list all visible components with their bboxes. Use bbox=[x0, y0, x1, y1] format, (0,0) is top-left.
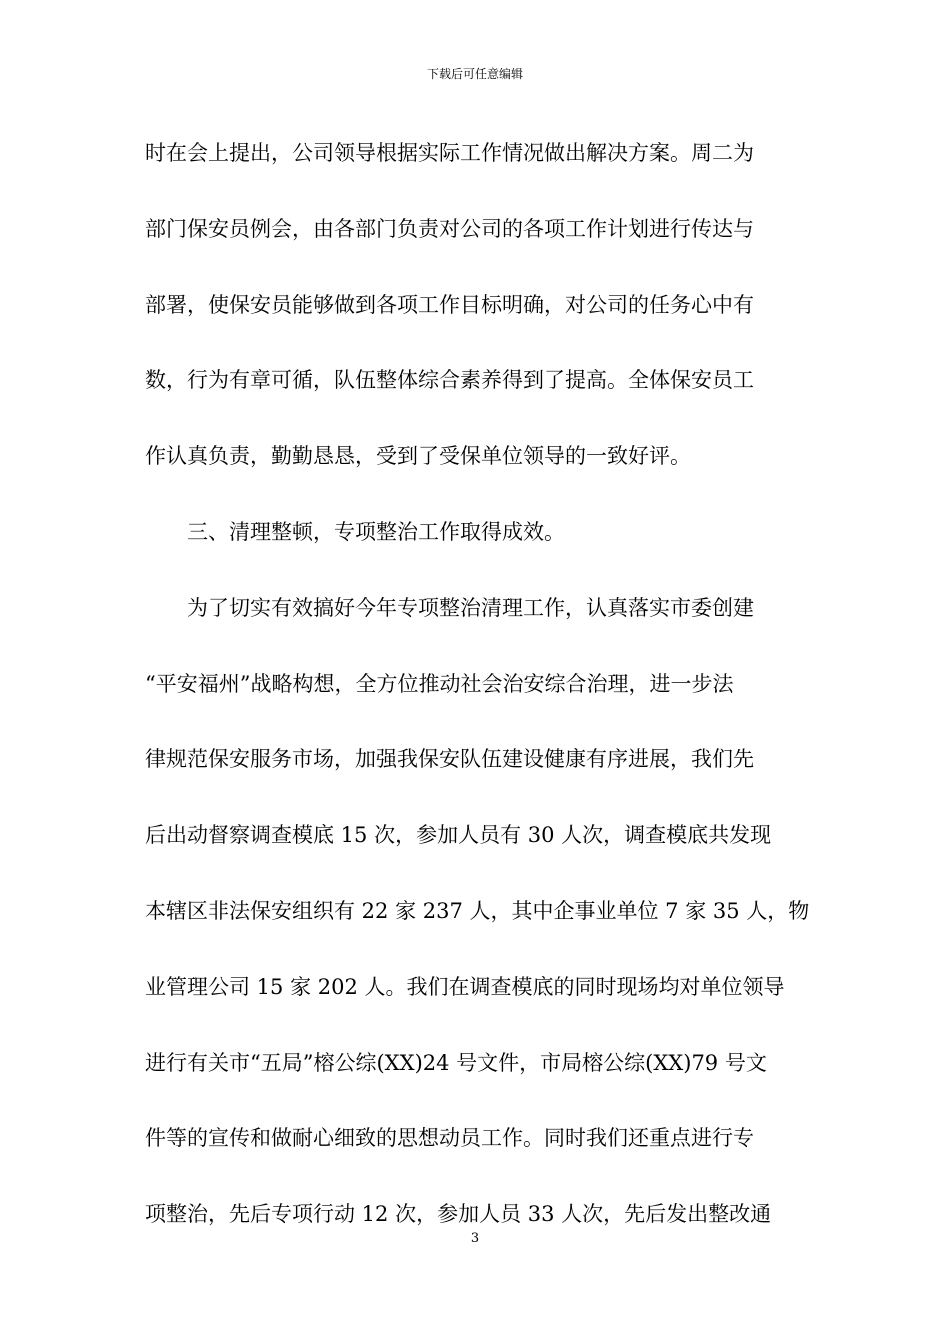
text-line: 本辖区非法保安组织有 22 家 237 人，其中企事业单位 7 家 35 人，物 bbox=[145, 898, 810, 923]
document-body bbox=[145, 128, 813, 1265]
page-header: 下载后可任意编辑 bbox=[426, 67, 523, 81]
text-line: 时在会上提出，公司领导根据实际工作情况做出解决方案。周二为 bbox=[145, 141, 754, 165]
text-line: 为了切实有效搞好今年专项整治清理工作，认真落实市委创建 bbox=[187, 595, 754, 620]
text-line: 业管理公司 15 家 202 人。我们在调查模底的同时现场均对单位领导 bbox=[145, 974, 785, 999]
text-line: 项整治，先后专项行动 12 次，参加人员 33 人次，先后发出整改通 bbox=[145, 1202, 772, 1227]
text-line: 件等的宣传和做耐心细致的思想动员工作。同时我们还重点进行专 bbox=[145, 1126, 754, 1151]
section-heading: 三、清理整顿，专项整治工作取得成效。 bbox=[187, 519, 565, 544]
text-line: 部署，使保安员能够做到各项工作目标明确，对公司的任务心中有 bbox=[145, 292, 754, 317]
text-line: 部门保安员例会，由各部门负责对公司的各项工作计划进行传达与 bbox=[145, 216, 754, 241]
text-line: 数，行为有章可循，队伍整体综合素养得到了提高。全体保安员工 bbox=[145, 368, 754, 393]
text-line: 律规范保安服务市场，加强我保安队伍建设健康有序进展，我们先 bbox=[145, 747, 754, 772]
text-line: 作认真负责，勤勤恳恳，受到了受保单位领导的一致好评。 bbox=[145, 444, 691, 469]
text-line: 后出动督察调查模底 15 次，参加人员有 30 人次，调查模底共发现 bbox=[145, 823, 772, 848]
page-number: 3 bbox=[470, 1231, 480, 1246]
text-line: 进行有关市“五局”榕公综(XX)24 号文件，市局榕公综(XX)79 号文 bbox=[145, 1050, 767, 1075]
text-line: “平安福州”战略构想，全方位推动社会治安综合治理，进一步法 bbox=[145, 671, 734, 696]
